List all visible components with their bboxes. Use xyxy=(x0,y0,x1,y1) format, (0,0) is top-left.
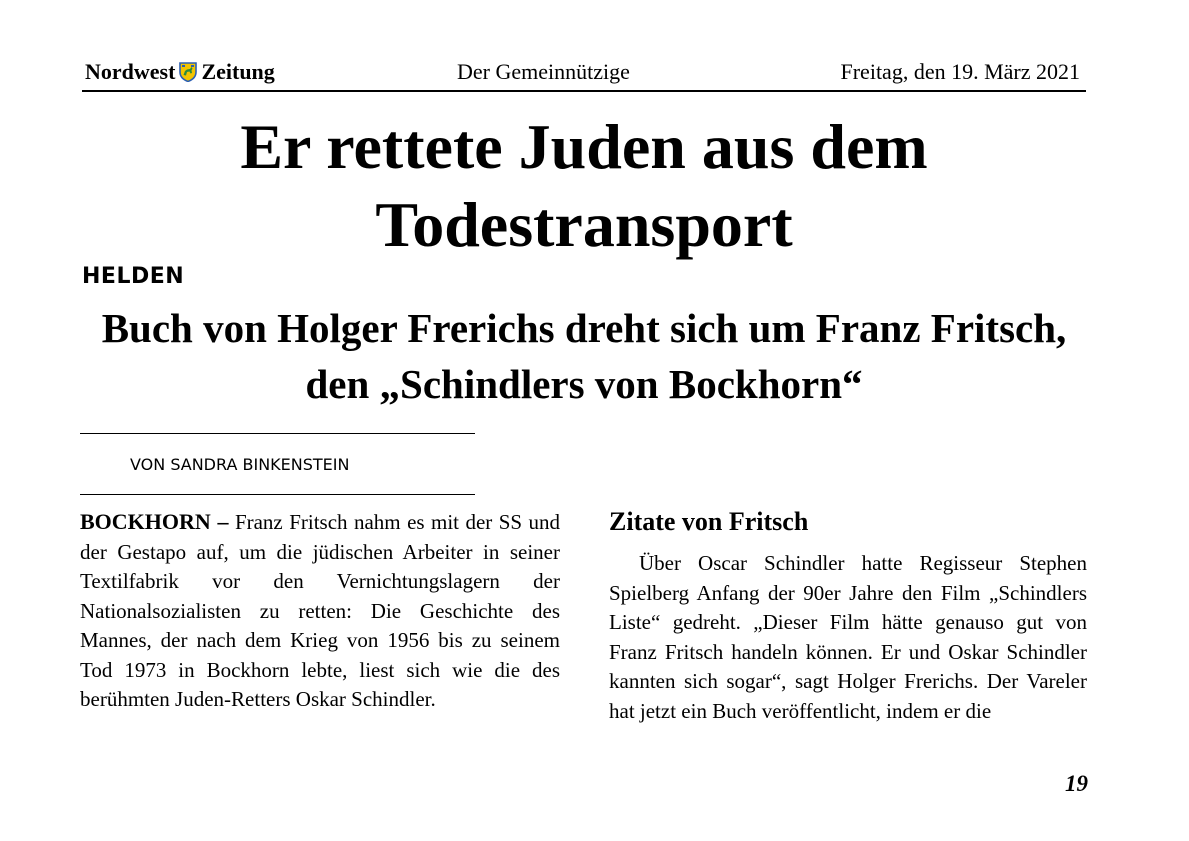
brand-name-second: Zeitung xyxy=(201,59,275,84)
publication-section: Der Gemeinnützige xyxy=(457,59,630,84)
byline-rule-top xyxy=(80,433,475,434)
section-heading: Zitate von Fritsch xyxy=(609,507,809,536)
headline: Er rettete Juden aus dem Todestransport xyxy=(240,111,928,260)
masthead xyxy=(82,58,1086,92)
page-number: 19 xyxy=(1065,771,1088,796)
lead-text: Franz Fritsch nahm es mit der SS und der Gestapo auf, um die jüdischen Arbeiter in seiner Textilfabrik vor den Vernichtungslagern der Nationalsozialisten zu retten: Die Geschichte des Mannes, der nach dem Krieg von 1956 bis zu seinem Tod 1973 in Bockhorn lebte, liest sich wie die des berühmten Juden-Retters Oskar Schindler. xyxy=(80,510,560,711)
coat-of-arms-icon xyxy=(179,62,197,82)
issue-date: Freitag, den 19. März 2021 xyxy=(840,59,1080,84)
kicker: HELDEN xyxy=(82,264,185,289)
subheadline: Buch von Holger Frerichs dreht sich um Franz Fritsch, den „Schindlers von Bockhorn“ xyxy=(101,305,1067,407)
lead-paragraph xyxy=(80,507,560,715)
body-paragraph: Über Oscar Schindler hatte Regisseur Stephen Spielberg Anfang der 90er Jahre den Film „Schindlers Liste“ gedreht. „Dieser Film hätte genauso gut von Franz Fritsch handeln können. Er und Oskar Schindler kannten sich sogar“, sagt Holger Frerichs. Der Vareler hat jetzt ein Buch veröffentlicht, indem er die xyxy=(609,551,1087,723)
dateline: BOCKHORN – xyxy=(80,509,229,534)
brand-name-first: Nordwest xyxy=(85,59,176,84)
byline-rule-bottom xyxy=(80,494,475,495)
byline: VON SANDRA BINKENSTEIN xyxy=(130,455,350,474)
newspaper-brand xyxy=(85,59,275,85)
